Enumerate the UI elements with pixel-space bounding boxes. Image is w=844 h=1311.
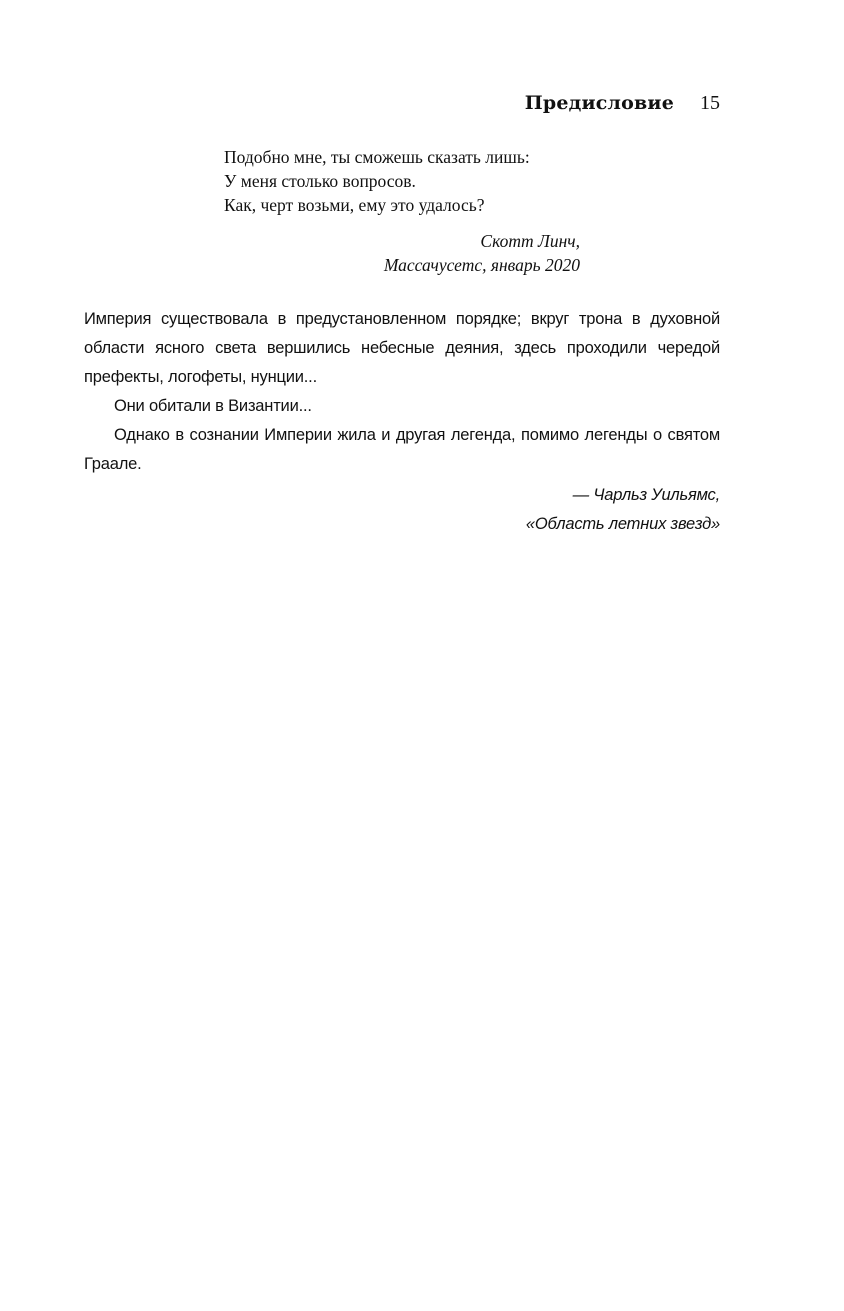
epigraph-paragraph: Империя существовала в предустановленном порядке; вкруг трона в духовной области ясного света вершились небесные деяния, здесь проходили чередой префекты, логофеты, нунции... bbox=[84, 310, 720, 386]
epigraph-author: — Чарльз Уильямс, bbox=[572, 486, 720, 504]
prose-epigraph bbox=[84, 305, 720, 539]
poem-epigraph bbox=[224, 145, 580, 277]
poem-line: У меня столько вопросов. bbox=[224, 171, 416, 191]
epigraph-source: «Область летних звезд» bbox=[525, 515, 720, 533]
epigraph-attribution bbox=[84, 481, 720, 539]
running-title: Предисловие bbox=[524, 92, 674, 114]
poem-author: Скотт Линч, bbox=[480, 231, 580, 251]
poem-line: Подобно мне, ты сможешь сказать лишь: bbox=[224, 147, 530, 167]
epigraph-paragraph: Однако в сознании Империи жила и другая легенда, помимо легенды о святом Граале. bbox=[84, 426, 720, 473]
poem-place-date: Массачусетс, январь 2020 bbox=[383, 255, 580, 275]
epigraph-paragraph: Они обитали в Византии... bbox=[114, 397, 312, 415]
poem-line: Как, черт возьми, ему это удалось? bbox=[224, 195, 485, 215]
running-head bbox=[525, 92, 720, 115]
page-number: 15 bbox=[700, 92, 720, 114]
poem-attribution bbox=[224, 229, 580, 277]
